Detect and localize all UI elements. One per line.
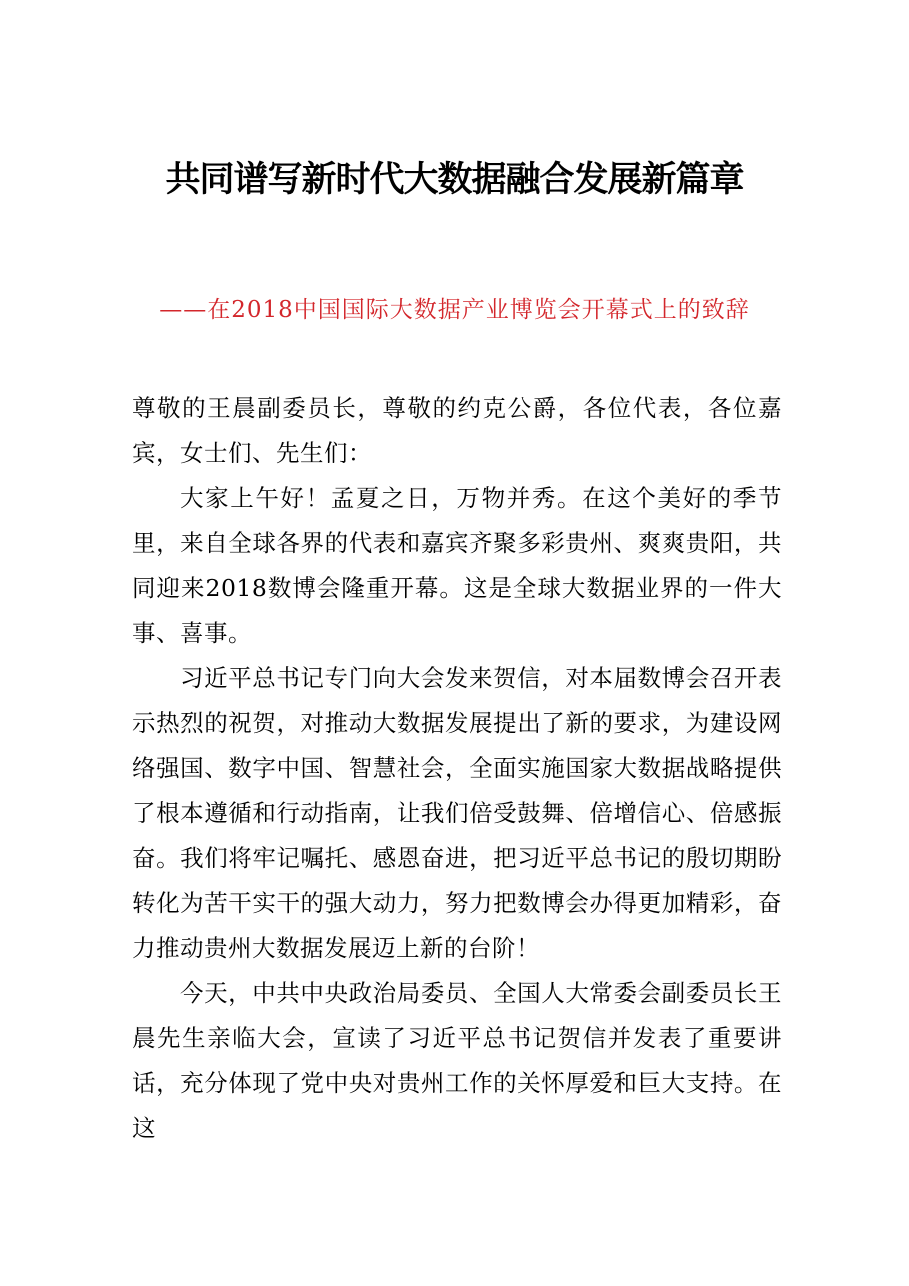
body-paragraph: 习近平总书记专门向大会发来贺信，对本届数博会召开表示热烈的祝贺，对推动大数据发展提出了新的要求，为建设网络强国、数字中国、智慧社会，全面实施国家大数据战略提供了根本遵循和行动指南，让我们倍受鼓舞、倍增信心、倍感振奋。我们将牢记嘱托、感恩奋进，把习近平总书记的殷切期盼转化为苦干实干的强大动力，努力把数博会办得更加精彩，奋力推动贵州大数据发展迈上新的台阶！ [132, 664, 782, 962]
document-subtitle: ——在2018中国国际大数据产业博览会开幕式上的致辞 [159, 297, 750, 323]
document-body [132, 386, 782, 1151]
body-paragraph: 今天，中共中央政治局委员、全国人大常委会副委员长王晨先生亲临大会，宣读了习近平总书记贺信并发表了重要讲话，充分体现了党中央对贵州工作的关怀厚爱和巨大支持。在这 [132, 979, 782, 1142]
salutation-paragraph: 尊敬的王晨副委员长，尊敬的约克公爵，各位代表，各位嘉宾，女士们、先生们： [132, 394, 782, 467]
body-paragraph: 大家上午好！孟夏之日，万物并秀。在这个美好的季节里，来自全球各界的代表和嘉宾齐聚多彩贵州、爽爽贵阳，共同迎来2018数博会隆重开幕。这是全球大数据业界的一件大事、喜事。 [132, 484, 782, 647]
document-title: 共同谱写新时代大数据融合发展新篇章 [165, 159, 744, 200]
